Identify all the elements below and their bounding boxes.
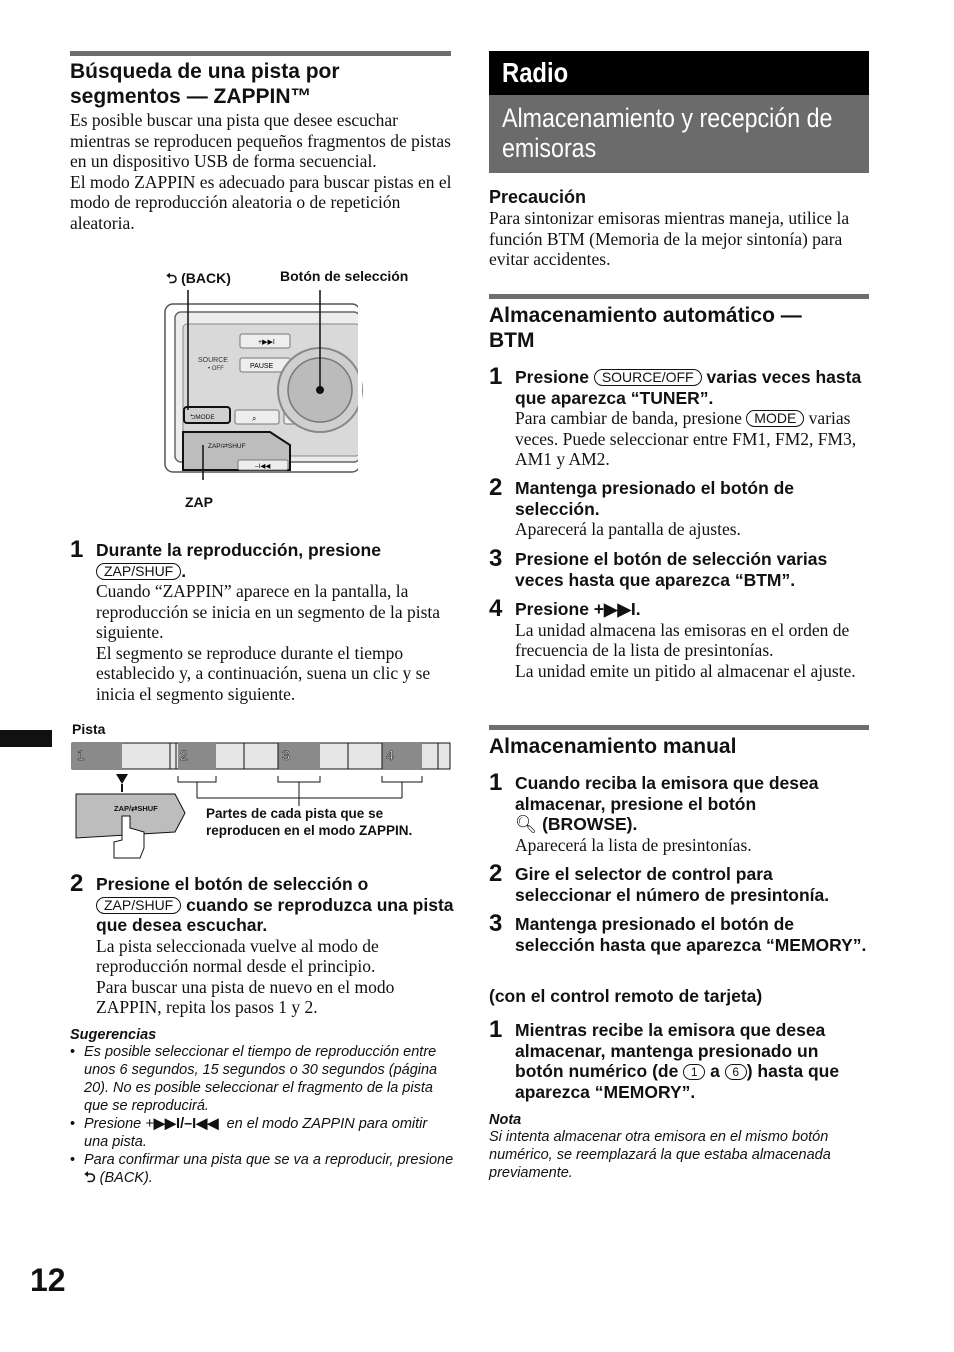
unit-drawing — [150, 290, 450, 480]
step-number: 1 — [489, 1016, 503, 1043]
radio-subbanner — [489, 95, 869, 173]
tip-item: • Para confirmar una pista que se va a reproducir, presione ⮌ (BACK). — [70, 1151, 455, 1187]
step-number: 1 — [489, 769, 503, 796]
svg-text:• OFF: • OFF — [208, 366, 224, 372]
mode-button: MODE — [746, 410, 804, 427]
svg-text:+▶▶I: +▶▶I — [258, 339, 275, 346]
step-body: Aparecerá la lista de presintonías. — [515, 834, 752, 855]
step-body-1: La pista seleccionada vuelve al modo de reproducción normal desde el principio. — [96, 935, 379, 976]
step-body: Para cambiar de banda, presione MODE varias veces. Puede seleccionar entre FM1, FM2, FM3, AM1 y AM2. — [515, 408, 857, 469]
step-number: 1 — [489, 363, 503, 390]
manual-step-3 — [489, 910, 867, 955]
radio-subtitle: Almacenamiento y recepción de emisoras — [502, 103, 833, 163]
tip-item: • Presione +▶▶I/–I◀◀ en el modo ZAPPIN para omitir una pista. — [70, 1115, 455, 1151]
remote-subtitle: (con el control remoto de tarjeta) — [489, 986, 763, 1006]
step-title: Mantenga presionado el botón de selección hasta que aparezca “MEMORY”. — [515, 914, 867, 955]
tips-list — [70, 1043, 455, 1187]
precaution-title: Precaución — [489, 187, 587, 207]
zap-label: ZAP — [185, 494, 213, 510]
radio-banner — [489, 51, 869, 95]
step-body-2: Para buscar una pista de nuevo en el modo ZAPPIN, repita los pasos 1 y 2. — [96, 976, 395, 1017]
track-figure — [70, 740, 455, 865]
zap-shuf-button: ZAP/SHUF — [96, 563, 181, 580]
step-title: Gire el selector de control para seleccionar el número de presintonía. — [515, 864, 830, 905]
zappin-intro — [70, 110, 455, 233]
btm-step-1 — [489, 363, 867, 470]
step-number: 3 — [489, 910, 503, 937]
btm-step-2 — [489, 474, 867, 540]
precaution-body: Para sintonizar emisoras mientras maneja, utilice la función BTM (Memoria de la mejor sintonía) para evitar accidentes. — [489, 208, 850, 269]
step-body: Aparecerá la pantalla de ajustes. — [515, 519, 741, 539]
step-title: Mantenga presionado el botón de selección. — [515, 478, 795, 519]
tip-item: • Es posible seleccionar el tiempo de reproducción entre unos 6 segundos, 15 segundos o 30 segundos (página 20). No es posible seleccionar el fragmento de la pista que se reproducirá. — [70, 1043, 455, 1115]
back-arrow-icon: ⮌ — [166, 270, 178, 286]
svg-text:2: 2 — [180, 747, 188, 763]
side-tab — [0, 730, 52, 747]
note-box — [489, 1112, 869, 1182]
back-label: ⮌ (BACK) — [166, 270, 231, 286]
intro-paragraph-1: Es posible buscar una pista que desee escuchar mientras se reproducen pequeños fragmentos de pistas en un dispositivo USB de forma secuencial. — [70, 110, 451, 171]
step-number: 2 — [70, 870, 84, 897]
remote-step-1 — [489, 1016, 867, 1102]
svg-text:ZAP/⇄SHUF: ZAP/⇄SHUF — [114, 804, 158, 813]
step-title: Presione el botón de selección varias veces hasta que aparezca “BTM”. — [515, 549, 828, 590]
svg-text:1: 1 — [77, 747, 85, 763]
step-title: Durante la reproducción, presione ZAP/SHUF . — [96, 540, 381, 581]
zap-shuf-button: ZAP/SHUF — [96, 897, 181, 914]
step-title: Presione el botón de selección o ZAP/SHUF cuando se reproduzca una pista que desea escuchar. — [96, 874, 454, 935]
step-number: 2 — [489, 474, 503, 501]
number-button-1: 1 — [683, 1064, 705, 1080]
step-title: Presione +▶▶I. — [515, 599, 641, 619]
next-track-icon: ▶▶I — [604, 599, 636, 619]
step-number: 4 — [489, 595, 503, 622]
svg-text:⮌MODE: ⮌MODE — [190, 414, 215, 421]
section-title-zappin: Búsqueda de una pista por segmentos — ZAPPIN™ — [70, 60, 340, 108]
section-rule — [489, 294, 869, 299]
manual-step-1 — [489, 769, 867, 855]
section-rule — [70, 51, 451, 56]
step-title: Cuando reciba la emisora que desea almacenar, presione el botón 🔍︎ (BROWSE). — [515, 773, 819, 834]
section-rule — [489, 725, 869, 730]
browse-search-icon: 🔍︎ — [515, 814, 538, 834]
svg-text:4: 4 — [386, 747, 394, 763]
btm-step-4 — [489, 595, 867, 681]
intro-paragraph-2: El modo ZAPPIN es adecuado para buscar pistas en el modo de reproducción aleatoria o de repetición aleatoria. — [70, 171, 452, 233]
source-off-button: SOURCE/OFF — [594, 369, 702, 386]
radio-title: Radio — [502, 57, 569, 88]
svg-text:⌕: ⌕ — [252, 414, 257, 423]
svg-text:3: 3 — [282, 747, 290, 763]
step-title: Presione SOURCE/OFF varias veces hasta que aparezca “TUNER”. — [515, 367, 862, 408]
svg-text:–I◀◀: –I◀◀ — [255, 463, 271, 470]
step-body-1: Cuando “ZAPPIN” aparece en la pantalla, la reproducción se inicia en un segmento de la pista siguiente. — [96, 581, 441, 642]
svg-text:ZAP/⇄SHUF: ZAP/⇄SHUF — [208, 443, 246, 450]
zappin-step-2 — [70, 870, 454, 1018]
back-arrow-icon: ⮌ — [84, 1170, 96, 1186]
note-title: Nota — [489, 1112, 522, 1128]
precaution-block — [489, 186, 869, 270]
svg-text:PAUSE: PAUSE — [250, 363, 274, 370]
number-button-6: 6 — [725, 1064, 747, 1080]
note-body: Si intenta almacenar otra emisora en el mismo botón numérico, se reemplazará la que estaba almacenada previamente. — [489, 1129, 831, 1181]
btm-step-3 — [489, 545, 867, 590]
section-title-btm: Almacenamiento automático — BTM — [489, 304, 802, 352]
step-body-2: La unidad emite un pitido al almacenar el ajuste. — [515, 660, 856, 681]
track-figure-caption: Partes de cada pista que se reproducen en el modo ZAPPIN. — [206, 806, 413, 838]
zappin-step-1 — [70, 536, 451, 704]
step-body-2: El segmento se reproduce durante el tiempo establecido y, a continuación, suena un clic y se inicia el segmento siguiente. — [96, 642, 431, 704]
tips-box — [70, 1027, 455, 1187]
page-number: 12 — [30, 1262, 66, 1298]
track-label: Pista — [72, 721, 106, 737]
step-number: 2 — [489, 860, 503, 887]
section-title-manual: Almacenamiento manual — [489, 735, 737, 758]
unit-figure — [150, 262, 450, 522]
next-track-icon: ▶▶I/–I◀◀ — [153, 1116, 219, 1132]
manual-step-2 — [489, 860, 867, 905]
step-number: 1 — [70, 536, 84, 563]
svg-text:SOURCE: SOURCE — [198, 357, 228, 364]
step-body-1: La unidad almacena las emisoras en el orden de frecuencia de la lista de presintonías. — [515, 619, 850, 660]
step-number: 3 — [489, 545, 503, 572]
select-button-label: Botón de selección — [280, 268, 409, 284]
step-title: Mientras recibe la emisora que desea almacenar, mantenga presionado un botón numérico (de 1 a 6 ) hasta que aparezca “MEMORY”. — [515, 1020, 840, 1102]
tips-title: Sugerencias — [70, 1027, 157, 1043]
